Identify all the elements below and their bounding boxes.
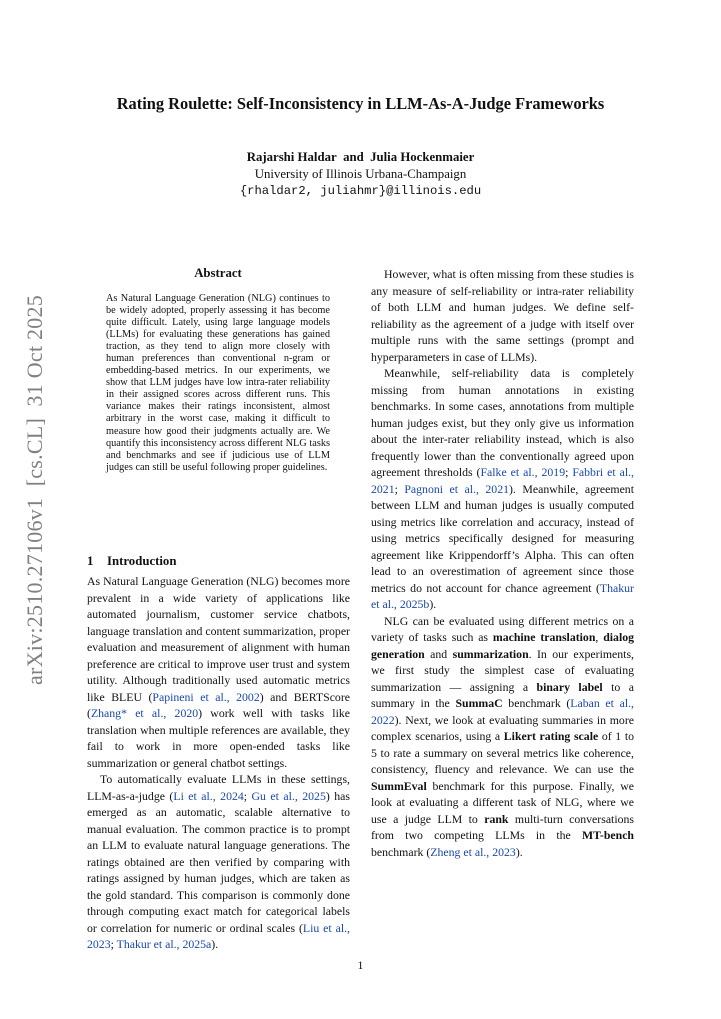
left-column bbox=[87, 573, 350, 953]
section-title: Introduction bbox=[107, 554, 177, 568]
citation-link[interactable]: Laban et al., 2022 bbox=[371, 696, 634, 727]
citation-link[interactable]: Falke et al., 2019 bbox=[480, 465, 566, 479]
author-conjunction: and bbox=[343, 150, 364, 164]
citation-link[interactable]: Liu et al., 2023 bbox=[87, 920, 350, 951]
author-names bbox=[0, 150, 721, 165]
right-column bbox=[371, 266, 634, 860]
paper-title: Rating Roulette: Self-Inconsistency in LLM-As-A-Judge Frameworks bbox=[116, 94, 605, 113]
abstract-body: As Natural Language Generation (NLG) continues to be widely adopted, properly assessing it has become quite difficult. Lately, using large language models (LLMs) for evaluating these generations has gained traction, as they tend to align more closely with human preferences than conventional n-gram or embedding-based metrics. In our experiments, we show that LLM judges have low intra-rater reliability in their assigned scores across different runs. This variance makes their ratings inconsistent, almost arbitrary in the worst case, making it difficult to measure how good their judgments actually are. We quantify this inconsistency across different NLG tasks and benchmarks and see if judicious use of LLM judges can still be useful following proper guidelines. bbox=[106, 293, 330, 473]
author-email: {rhaldar2, juliahmr}@illinois.edu bbox=[239, 184, 482, 198]
citation-link[interactable]: Zhang* et al., 2020 bbox=[90, 706, 199, 720]
section-heading-introduction bbox=[87, 554, 176, 569]
intro-paragraph-1: As Natural Language Generation (NLG) becomes more prevalent in a wide variety of applications like automated journalism, customer service chatbots, language translation and content summarization, proper evaluation and measurement of alignment with human preference are critical to improve user trust and system utility. Although traditionally used automatic metrics like BLEU (Papineni et al., 2002) and BERTScore (Zhang* et al., 2020) work well with tasks like translation when multiple references are available, they fail to work in more open-ended tasks like summarization or general chatbot settings. bbox=[87, 574, 350, 770]
citation-link[interactable]: Thakur et al., 2025a bbox=[116, 937, 212, 951]
intro-paragraph-3: However, what is often missing from these studies is any measure of self-reliability or intra-rater reliability of both LLM and human judges. We define self-reliability as the agreement of a judge with itself over multiple runs with the same settings (prompt and hyperparameters in case of LLMs). bbox=[371, 267, 634, 364]
author-2: Julia Hockenmaier bbox=[370, 150, 475, 164]
author-1: Rajarshi Haldar bbox=[246, 150, 337, 164]
page-number: 1 bbox=[357, 958, 364, 972]
author-affiliation: University of Illinois Urbana-Champaign bbox=[254, 167, 467, 181]
section-number: 1 bbox=[87, 554, 94, 568]
intro-paragraph-4: Meanwhile, self-reliability data is completely missing from human annotations in existing benchmarks. In some cases, annotations from multiple human judges exist, but they only give us information about the inter-rater reliability instead, which is also frequently lower than the conventionally agreed upon agreement thresholds (Falke et al., 2019; Fabbri et al., 2021; Pagnoni et al., 2021). Meanwhile, agreement between LLM and human judges is usually computed using metrics like correlation and accuracy, instead of using metrics specifically designed for measuring agreement like Krippendorff’s Alpha. This can often lead to an overestimation of agreement since those metrics do not account for chance agreement (Thakur et al., 2025b). bbox=[371, 366, 635, 611]
citation-link[interactable]: Thakur et al., 2025b bbox=[371, 580, 634, 611]
citation-link[interactable]: Fabbri et al., 2021 bbox=[371, 465, 635, 496]
citation-link[interactable]: Papineni et al., 2002 bbox=[152, 689, 260, 704]
arxiv-identifier-stamp: arXiv:2510.27106v1 [cs.CL] 31 Oct 2025 bbox=[22, 294, 47, 685]
citation-link[interactable]: Zheng et al., 2023 bbox=[430, 844, 516, 859]
abstract-heading: Abstract bbox=[194, 266, 242, 280]
intro-paragraph-5: NLG can be evaluated using different metrics on a variety of tasks such as machine translation, dialog generation and summarization. In our experiments, we first study the simplest case of evaluating summarization — assigning a binary label to a summary in the SummaC benchmark (Laban et al., 2022). Next, we look at evaluating summaries in more complex scenarios, using a Likert rating scale of 1 to 5 to rate a summary on several metrics like coherence, consistency, fluency and relevance. We can use the SummEval benchmark for this purpose. Finally, we look at evaluating a different task of NLG, where we use a judge LLM to rank multi-turn conversations from two competing LLMs in the MT-bench benchmark (Zheng et al., 2023). bbox=[371, 613, 635, 859]
citation-link[interactable]: Gu et al., 2025 bbox=[251, 788, 326, 803]
citation-link[interactable]: Li et al., 2024 bbox=[173, 788, 244, 803]
intro-paragraph-2: To automatically evaluate LLMs in these settings, LLM-as-a-judge (Li et al., 2024; Gu et al., 2025) has emerged as an automatic, scalable alternative to manual evaluation. The common practice is to prompt an LLM to evaluate natural language generations. The ratings obtained are then verified by comparing with ratings assigned by human judges, which are taken as the gold standard. This comparison is commonly done through computing exact match for categorical labels or correlation for numeric or ordinal scales (Liu et al., 2023; Thakur et al., 2025a). bbox=[87, 772, 350, 951]
citation-link[interactable]: Pagnoni et al., 2021 bbox=[404, 481, 509, 496]
